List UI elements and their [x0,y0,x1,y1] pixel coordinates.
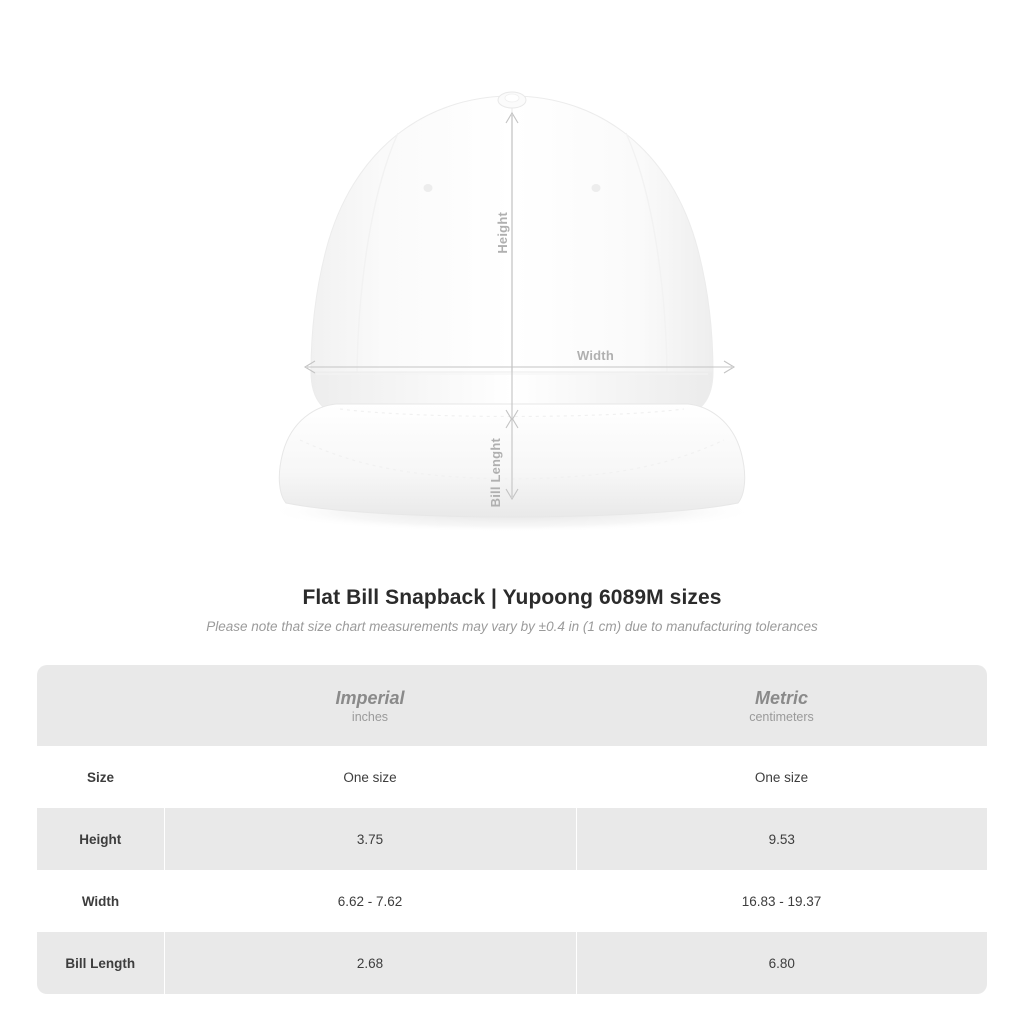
page-title: Flat Bill Snapback | Yupoong 6089M sizes [302,586,722,609]
metric-unit-label: centimeters [749,709,814,724]
width-dimension-label: Width [577,348,614,363]
table-row [37,932,987,994]
header-imperial-cell [164,665,576,746]
row-label-bill-length: Bill Length [37,932,164,994]
table-row [37,808,987,870]
row-label-height: Height [37,808,164,870]
cell-bill-length-imperial: 2.68 [164,932,576,994]
cell-width-imperial: 6.62 - 7.62 [164,870,576,932]
table-row [37,746,987,808]
table-row [37,870,987,932]
row-label-width: Width [37,870,164,932]
table-header-row [37,665,987,746]
bill-length-label-line1: Bill [488,486,503,508]
bill-length-dimension-label [489,438,503,507]
cell-size-metric: One size [576,746,987,808]
metric-system-label: Metric [754,687,808,708]
row-label-size: Size [37,746,164,808]
tolerance-note: Please note that size chart measurements may vary by ±0.4 in (1 cm) due to manufacturing tolerances [206,619,818,634]
bill-length-label-line2: Lenght [488,438,503,483]
size-chart-table [37,665,987,994]
imperial-unit-label: inches [351,709,389,724]
cell-width-metric: 16.83 - 19.37 [576,870,987,932]
cell-height-metric: 9.53 [576,808,987,870]
cell-size-imperial: One size [164,746,576,808]
header-metric-cell [576,665,987,746]
height-dimension-label: Height [495,212,510,254]
header-spacer-cell [37,665,164,746]
cell-bill-length-metric: 6.80 [576,932,987,994]
cell-height-imperial: 3.75 [164,808,576,870]
title-block [0,586,1024,634]
imperial-system-label: Imperial [335,687,405,708]
